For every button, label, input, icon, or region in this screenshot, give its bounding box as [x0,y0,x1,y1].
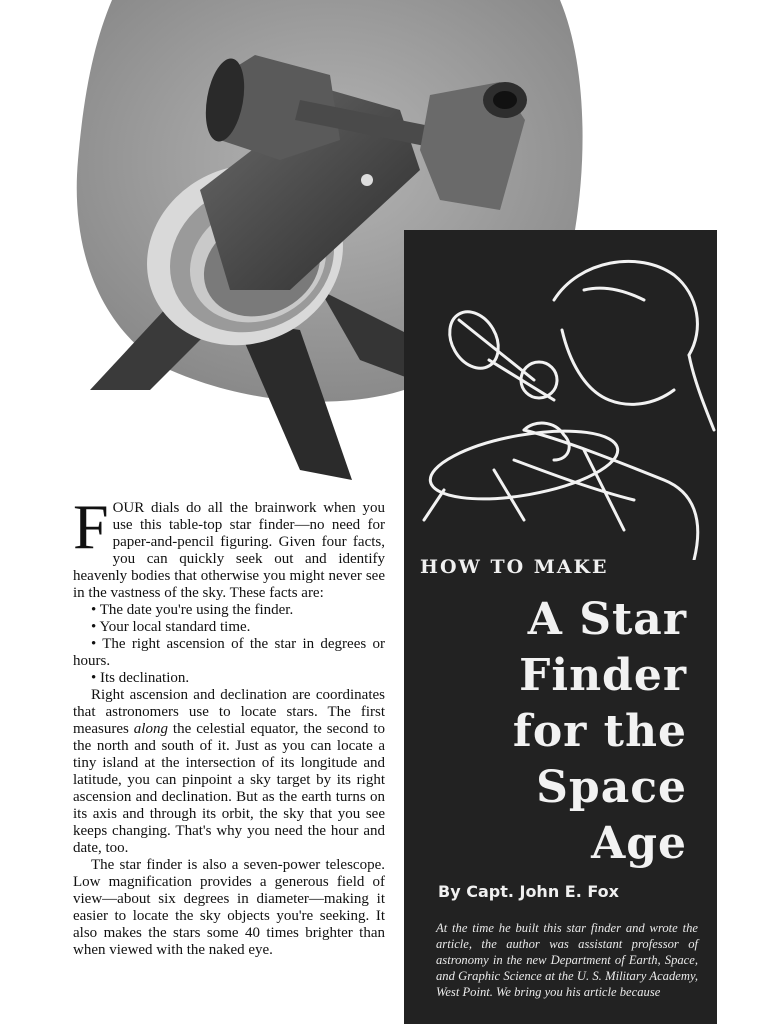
bullet-3: • The right ascension of the star in degrees or hours. [73,636,385,669]
title-line-3: for the [512,706,687,757]
author-note: At the time he built this star finder and wrote the article, the author was assistant professor of astronomy in the new Department of Earth, Space, and Graphic Science at the U. S. Military Academy, West Point. We bring you his article because [436,921,698,999]
intro-paragraph [73,491,385,602]
article-column [73,491,385,959]
drop-cap: F [73,491,109,562]
kicker: HOW TO MAKE [420,556,609,578]
title-line-1: A Star [527,594,687,645]
bullet-1: • The date you're using the finder. [91,602,294,618]
title-line-4: Space [536,762,687,813]
bullet-2: • Your local standard time. [91,619,251,635]
byline: By Capt. John E. Fox [438,882,619,901]
title-line-2: Finder [519,650,687,701]
intro-text: OUR dials do all the brainwork when you use this table-top star finder—no need for paper-and-pencil figuring. Given four facts, you can quickly seek out and identify heavenly bodies that otherwise you might never see in the vastness of the sky. These facts are: [73,500,385,601]
paragraph-3: The star finder is also a seven-power telescope. Low magnification provides a generous field of view—about six degrees in diameter—making it easier to locate the sky objects you're seeking. It also makes the stars some 40 times brighter than when viewed with the naked eye. [73,857,385,958]
title-line-5: Age [591,818,687,869]
astronomer-sketch [404,230,717,560]
title-panel [404,230,717,1024]
paragraph-2 [73,687,385,857]
paragraph-2-a: Right ascension and declination are coordinates that astronomers use to locate stars. The first measures [73,687,385,737]
paragraph-2-b: the celestial equator, the second to the north and south of it. Just as you can locate a tiny island at the intersection of its longitude and latitude, you can pinpoint a sky target by its right ascension and declination. But as the earth turns on its axis and through its orbit, the sky that you see keeps changing. That's why you need the hour and date, too. [73,721,385,856]
bullet-4: • Its declination. [91,670,190,686]
paragraph-2-emphasis: along [133,721,168,737]
